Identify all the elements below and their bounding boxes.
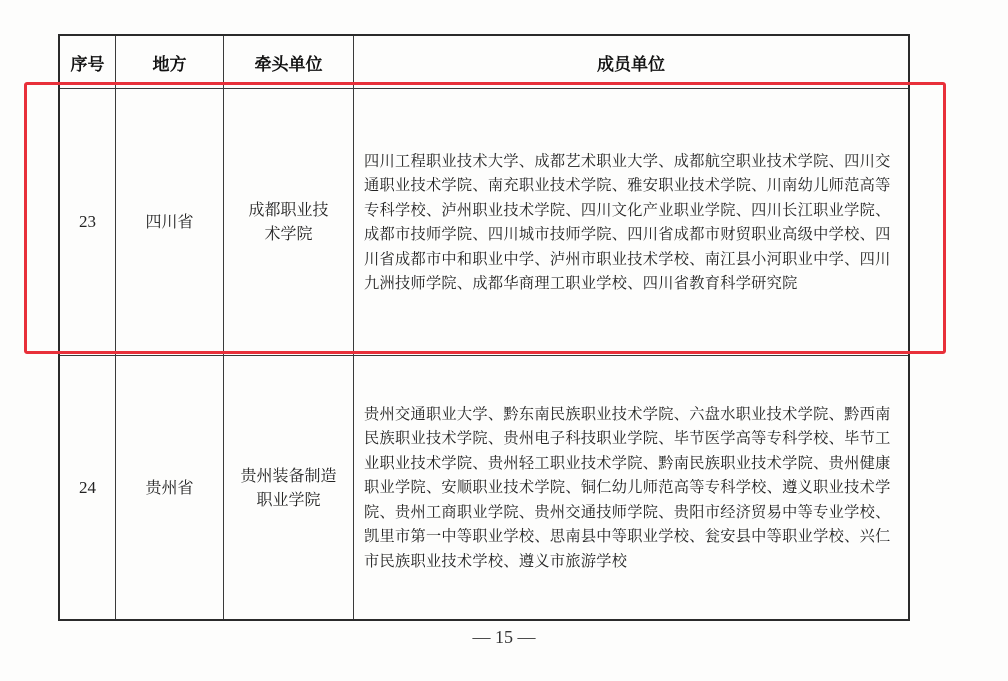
- row-lead-unit: 贵州装备制造职业学院: [240, 465, 337, 509]
- header-lead-unit: 牵头单位: [254, 54, 323, 75]
- header-members: 成员单位: [597, 54, 665, 75]
- row-index: 24: [79, 477, 96, 497]
- row-members-text: 四川工程职业技术大学、成都艺术职业大学、成都航空职业技术学院、四川交通职业技术学院、南充职业技术学院、雅安职业技术学院、川南幼儿师范高等专科学校、泸州职业技术学院、四川文化产业职业学院、四川长江职业学院、成都市技师学院、四川城市技师学院、四川省成都市财贸职业高级中学校、四川省成都市中和职业中学、泸州市职业技术学校、南江县小河职业中学、四川九洲技师学院、成都华商理工职业学校、四川省教育科学研究院: [364, 151, 891, 292]
- highlight-annotation-box: [24, 82, 946, 354]
- row-lead-unit: 成都职业技术学院: [248, 200, 329, 243]
- row-region: 四川省: [145, 212, 194, 231]
- row-region: 贵州省: [145, 477, 194, 497]
- row-members-text: 贵州交通职业大学、黔东南民族职业技术学院、六盘水职业技术学院、黔西南民族职业技术学院、贵州电子科技职业学院、毕节医学高等专科学校、毕节工业职业技术学院、贵州轻工职业技术学院、黔南民族职业技术学院、贵州健康职业学院、安顺职业技术学院、铜仁幼儿师范高等专科学校、遵义职业技术学院、贵州工商职业学院、贵州交通技师学院、贵阳市经济贸易中等专业学校、凯里市第一中等职业学校、思南县中等职业学校、瓮安县中等职业学校、兴仁市民族职业技术学校、遵义市旅游学校: [364, 404, 891, 570]
- page-number: — 15 —: [472, 627, 536, 647]
- row-members: [354, 356, 908, 619]
- row-index: 23: [79, 212, 96, 231]
- header-region: 地方: [152, 54, 187, 75]
- header-index: 序号: [70, 54, 105, 75]
